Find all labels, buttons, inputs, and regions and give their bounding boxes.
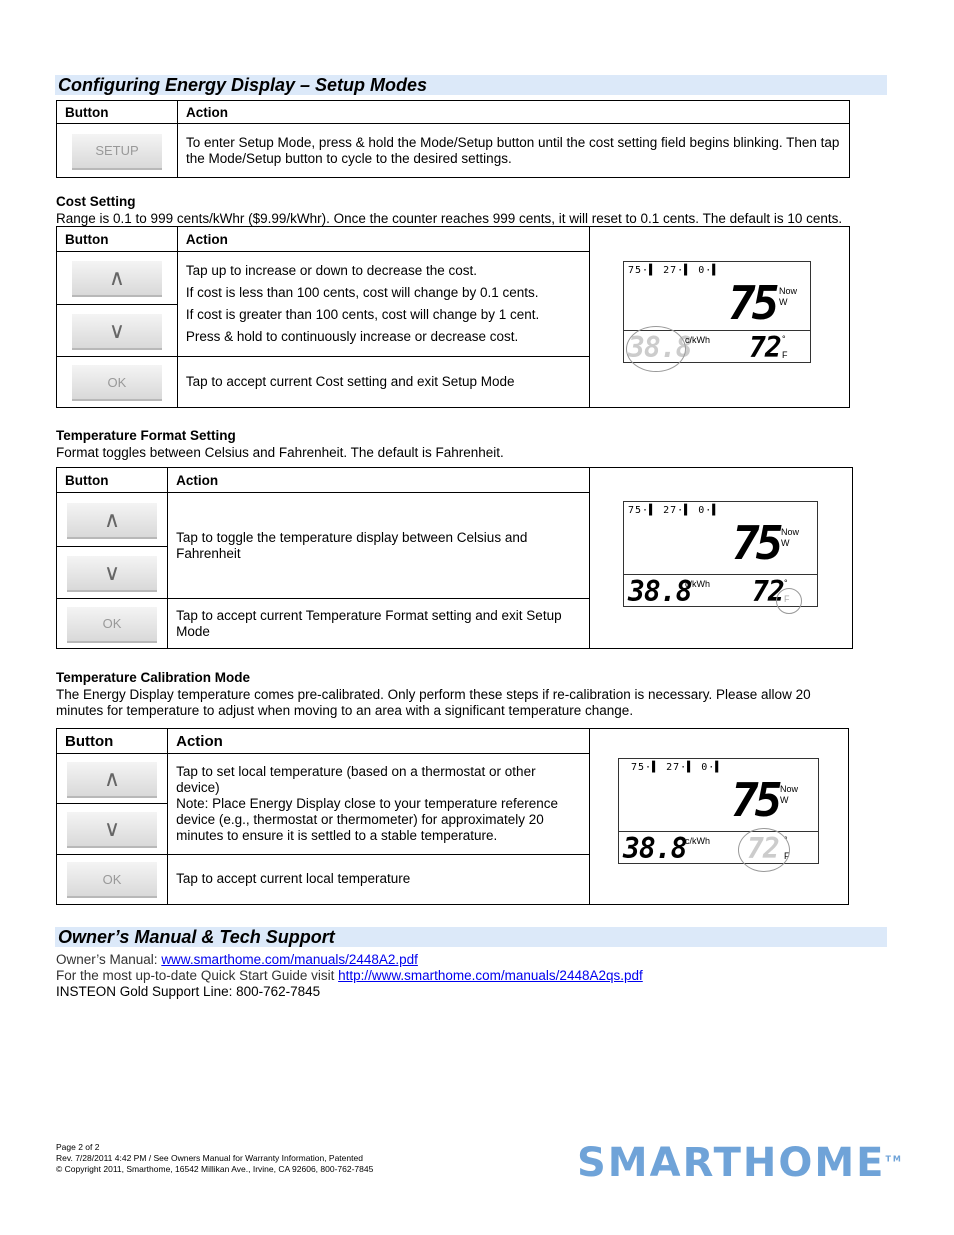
- setup-modes-heading: Configuring Energy Display – Setup Modes: [55, 75, 887, 95]
- highlight-circle: [776, 588, 802, 614]
- temp-format-action: Tap to toggle the temperature display between Celsius and Fahrenheit: [168, 493, 590, 599]
- calibration-action: [168, 754, 590, 855]
- cost-line-1: Tap up to increase or down to decrease the cost.: [185, 263, 478, 279]
- down-arrow-button[interactable]: [67, 810, 157, 848]
- footer-rev: Rev. 7/28/2011 4:42 PM / See Owners Manual for Warranty Information, Patented: [56, 1153, 363, 1163]
- down-arrow-button[interactable]: [67, 554, 157, 592]
- smarthome-logo: [577, 1140, 903, 1186]
- footer-page: Page 2 of 2: [56, 1142, 100, 1152]
- calibration-ok-action: Tap to accept current local temperature: [168, 854, 590, 904]
- cost-ok-action: Tap to accept current Cost setting and exit Setup Mode: [177, 357, 589, 408]
- lcd-top-row: 75·▌ 27·▌ 0·▌: [628, 265, 720, 276]
- qs-link[interactable]: http://www.smarthome.com/manuals/2448A2qs.pdf: [338, 968, 643, 983]
- col-action-header: Action: [177, 227, 589, 252]
- lcd-w: W: [781, 538, 790, 548]
- calibration-action-1: Tap to set local temperature (based on a thermostat or other device): [176, 763, 536, 795]
- lcd-w: W: [780, 795, 789, 805]
- chevron-up-icon: ∧: [104, 506, 121, 532]
- manual-link[interactable]: www.smarthome.com/manuals/2448A2.pdf: [161, 952, 418, 967]
- col-button-header: Button: [57, 729, 168, 754]
- chevron-up-icon: ∧: [104, 765, 121, 791]
- cost-line-2: If cost is less than 100 cents, cost will change by 0.1 cents.: [185, 285, 539, 301]
- lcd-top-row: 75·▌ 27·▌ 0·▌: [631, 762, 723, 773]
- lcd-unit: c/kWh: [685, 579, 711, 589]
- setup-action: To enter Setup Mode, press & hold the Mode/Setup button until the cost setting field begins blinking. Then tap the Mode/Setup button to cycle to the desired settings.: [178, 124, 850, 178]
- chevron-down-icon: ∨: [108, 317, 125, 343]
- chevron-up-icon: ∧: [108, 265, 125, 291]
- chevron-down-icon: ∨: [104, 559, 121, 585]
- lcd-now: Now: [780, 784, 799, 794]
- calibration-title: Temperature Calibration Mode: [56, 670, 251, 685]
- ok-button[interactable]: OK: [67, 860, 157, 898]
- lcd-f: F: [784, 594, 790, 604]
- lcd-degree: °: [784, 835, 788, 845]
- logo-text: SMARTHOME: [577, 1140, 886, 1186]
- support-block: [56, 952, 643, 1000]
- lcd-top-row: 75·▌ 27·▌ 0·▌: [628, 505, 720, 516]
- col-button-header: Button: [57, 227, 178, 252]
- lcd-f: F: [782, 350, 788, 360]
- lcd-temp: 72: [752, 575, 784, 608]
- cost-line-3: If cost is greater than 100 cents, cost will change by 1 cent.: [185, 307, 540, 323]
- lcd-now: Now: [781, 527, 800, 537]
- col-button-header: Button: [57, 468, 168, 493]
- lcd-unit: c/kWh: [685, 836, 711, 846]
- lcd-cost-value: 38.8: [628, 575, 692, 608]
- footer-copyright: © Copyright 2011, Smarthome, 16542 Millikan Ave., Irvine, CA 92606, 800-762-7845: [56, 1164, 374, 1174]
- chevron-down-icon: ∨: [104, 816, 121, 842]
- lcd-now: Now: [779, 286, 798, 296]
- temp-format-ok-action: Tap to accept current Temperature Format setting and exit Setup Mode: [168, 599, 590, 649]
- calibration-action-2: Note: Place Energy Display close to your temperature reference device (e.g., thermostat or thermometer) for approximately 20 minutes to ensure it is settled to a stable temperature.: [176, 795, 559, 843]
- cost-adjust-action: [177, 252, 589, 357]
- lcd-cost-value: 38.8: [623, 832, 687, 865]
- highlight-circle: [738, 828, 790, 872]
- setup-table: [56, 100, 850, 178]
- ok-button[interactable]: OK: [72, 363, 162, 401]
- manual-label: Owner’s Manual:: [56, 952, 162, 967]
- lcd-cost-value: 38.8: [628, 331, 692, 364]
- up-arrow-button[interactable]: [72, 259, 162, 297]
- lcd-w: W: [779, 297, 788, 307]
- col-action-header: Action: [168, 729, 590, 754]
- up-arrow-button[interactable]: [67, 760, 157, 798]
- footer: [56, 1142, 373, 1175]
- lcd-temp: 72: [749, 331, 781, 364]
- lcd-degree: °: [782, 334, 786, 344]
- highlight-circle: [626, 326, 686, 372]
- temp-format-title: Temperature Format Setting: [56, 428, 236, 443]
- down-arrow-button[interactable]: [72, 312, 162, 350]
- ok-button[interactable]: OK: [67, 605, 157, 643]
- lcd-watts: 75: [728, 276, 776, 330]
- cost-setting-desc: Range is 0.1 to 999 cents/kWhr ($9.99/kWhr). Once the counter reaches 999 cents, it will reset to 0.1 cents. The default is 10 cents.: [56, 211, 843, 226]
- calibration-desc: The Energy Display temperature comes pre-calibrated. Only perform these steps if re-calibration is necessary. Please allow 20 minutes for temperature to adjust when moving to an area with a significant temperature change.: [56, 687, 811, 718]
- lcd-watts: 75: [731, 773, 779, 827]
- up-arrow-button[interactable]: [67, 501, 157, 539]
- qs-label: For the most up-to-date Quick Start Guide visit: [56, 968, 339, 983]
- lcd-watts: 75: [732, 516, 780, 570]
- col-action-header: Action: [168, 468, 590, 493]
- cost-setting-title: Cost Setting: [56, 194, 136, 209]
- lcd-temp: 72: [747, 832, 779, 865]
- temp-format-desc: Format toggles between Celsius and Fahrenheit. The default is Fahrenheit.: [56, 445, 504, 460]
- lcd-f: F: [784, 851, 790, 861]
- setup-button[interactable]: SETUP: [72, 132, 162, 170]
- logo-tm: TM: [885, 1154, 903, 1164]
- support-heading: Owner’s Manual & Tech Support: [55, 927, 887, 947]
- cost-line-4: Press & hold to continuously increase or decrease cost.: [185, 329, 519, 345]
- col-action-header: Action: [178, 101, 850, 124]
- support-line: INSTEON Gold Support Line: 800-762-7845: [56, 984, 321, 999]
- lcd-degree: °: [784, 578, 788, 588]
- col-button-header: Button: [57, 101, 178, 124]
- lcd-unit: c/kWh: [685, 335, 711, 345]
